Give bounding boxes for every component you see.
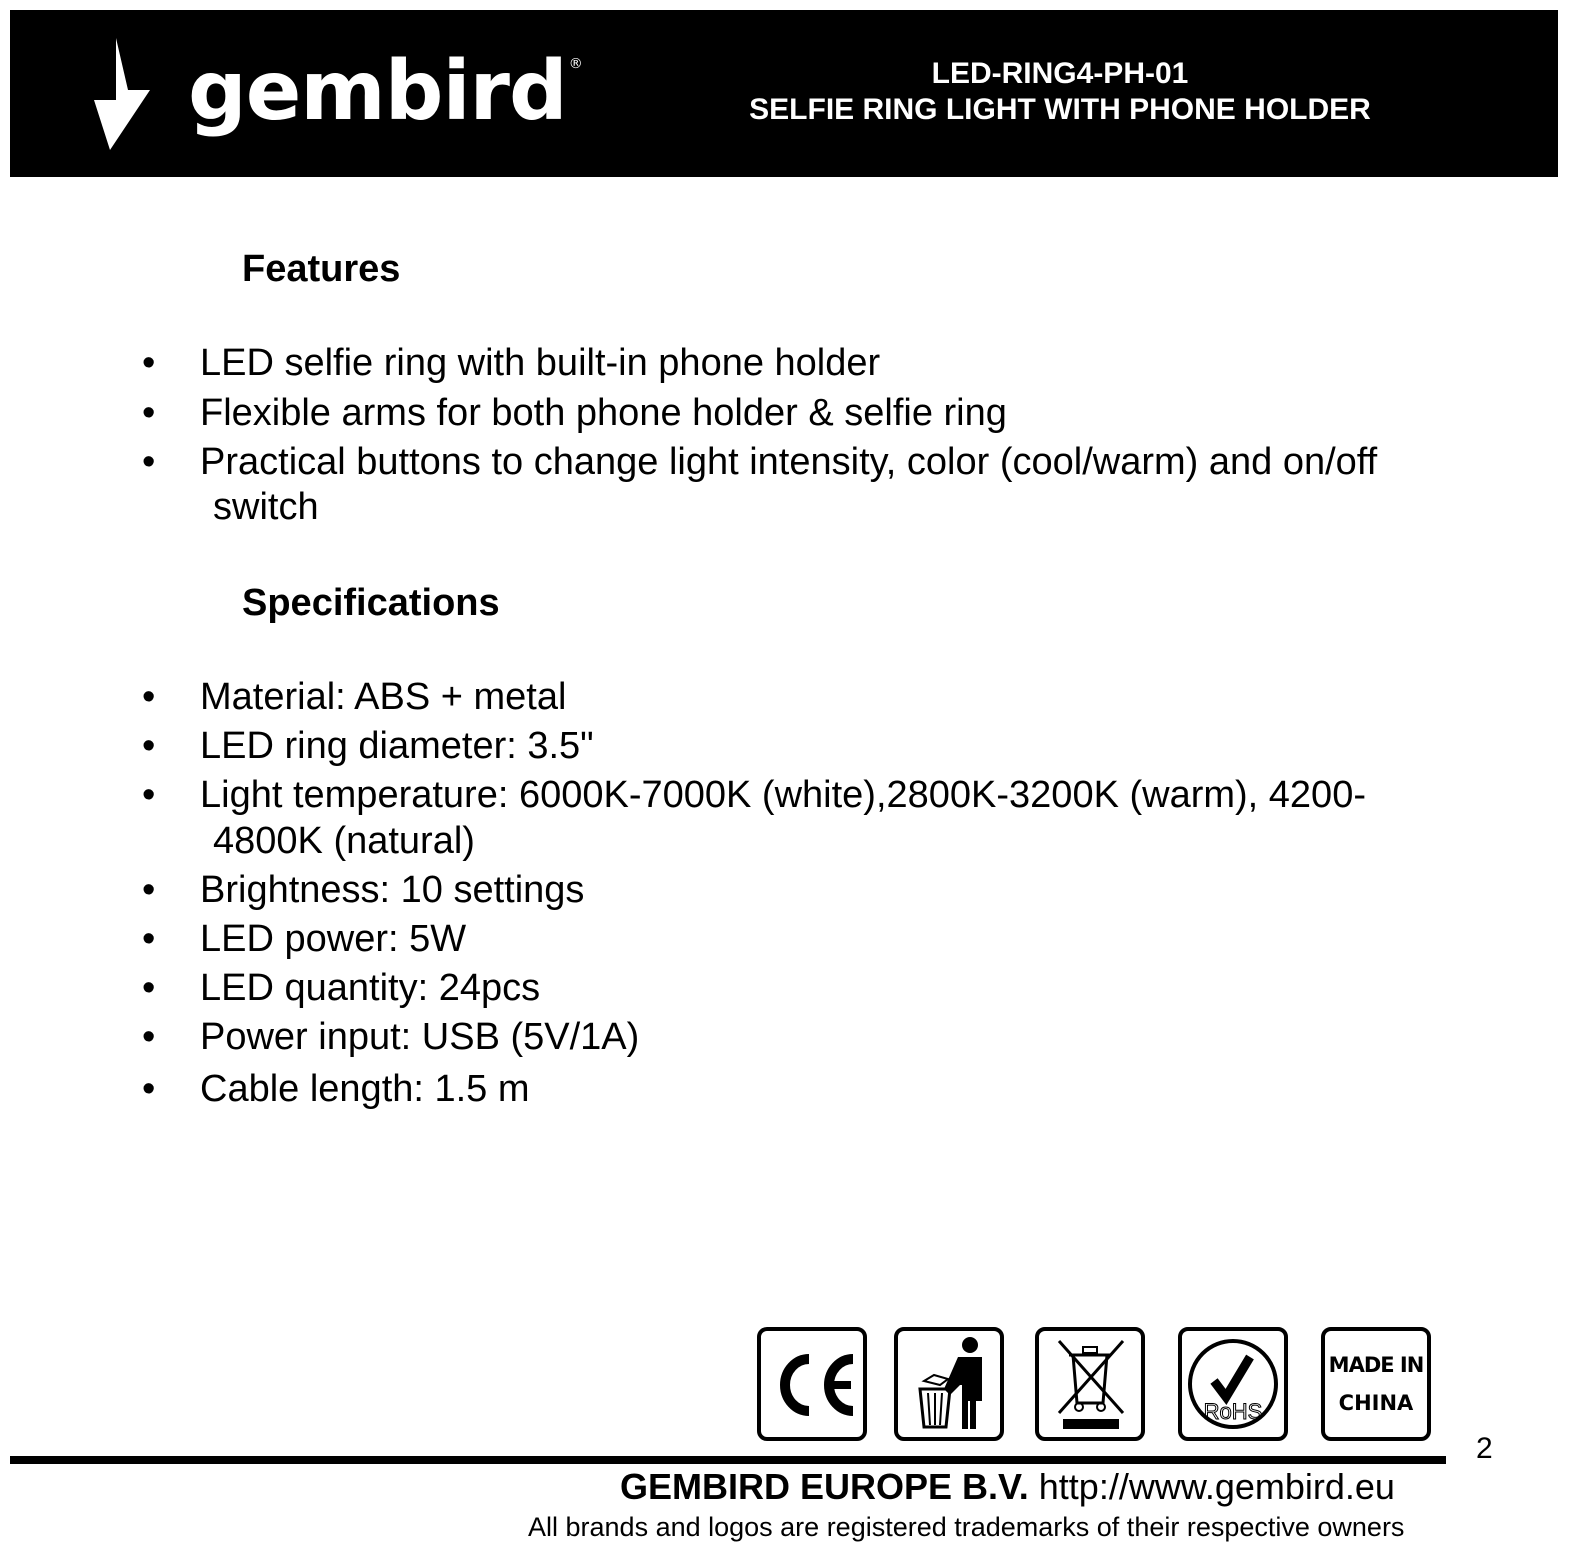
list-item: • Practical buttons to change light intensity, color (cool/warm) and on/off switch: [142, 441, 1378, 528]
company-name: GEMBIRD EUROPE B.V.: [620, 1466, 1029, 1507]
brand-name: gembird ®: [188, 44, 582, 139]
features-heading: Features: [242, 248, 401, 290]
list-item: • Light temperature: 6000K-7000K (white),2800K-3200K (warm), 4200- 4800K (natural): [142, 774, 1366, 862]
specifications-heading: Specifications: [242, 582, 500, 624]
specifications-list: [140, 674, 1460, 1115]
features-list: [140, 340, 1460, 532]
weee-crossed-bin-icon: [1035, 1327, 1145, 1441]
footer-divider: [10, 1456, 1446, 1464]
document-header: [10, 10, 1558, 177]
list-item: • LED ring diameter: 3.5": [142, 725, 594, 767]
product-title: SELFIE RING LIGHT WITH PHONE HOLDER: [749, 93, 1371, 126]
list-item: • Power input: USB (5V/1A): [142, 1016, 640, 1058]
product-title-block: [630, 56, 1490, 128]
list-item: • Cable length: 1.5 m: [142, 1068, 530, 1110]
list-item: • Brightness: 10 settings: [142, 869, 585, 911]
rohs-icon: [1178, 1327, 1288, 1441]
made-in-china-badge: MADE IN CHINA: [1321, 1327, 1431, 1441]
list-item: • LED power: 5W: [142, 918, 467, 960]
company-line: [620, 1466, 1395, 1508]
company-url[interactable]: http://www.gembird.eu: [1038, 1466, 1395, 1507]
svg-text:RoHS: RoHS: [1203, 1399, 1263, 1424]
page-number: 2: [1476, 1432, 1493, 1465]
model-number: LED-RING4-PH-01: [931, 57, 1189, 90]
list-item: • LED quantity: 24pcs: [142, 967, 541, 1009]
list-item: • Material: ABS + metal: [142, 676, 567, 718]
dispose-in-bin-icon: [894, 1327, 1004, 1441]
list-item: • Flexible arms for both phone holder & selfie ring: [142, 392, 1007, 434]
trademark-notice: All brands and logos are registered trademarks of their respective owners: [528, 1512, 1405, 1542]
ce-mark-icon: [757, 1327, 867, 1441]
gembird-logo-icon: [88, 38, 152, 150]
list-item: • LED selfie ring with built-in phone holder: [142, 342, 881, 384]
